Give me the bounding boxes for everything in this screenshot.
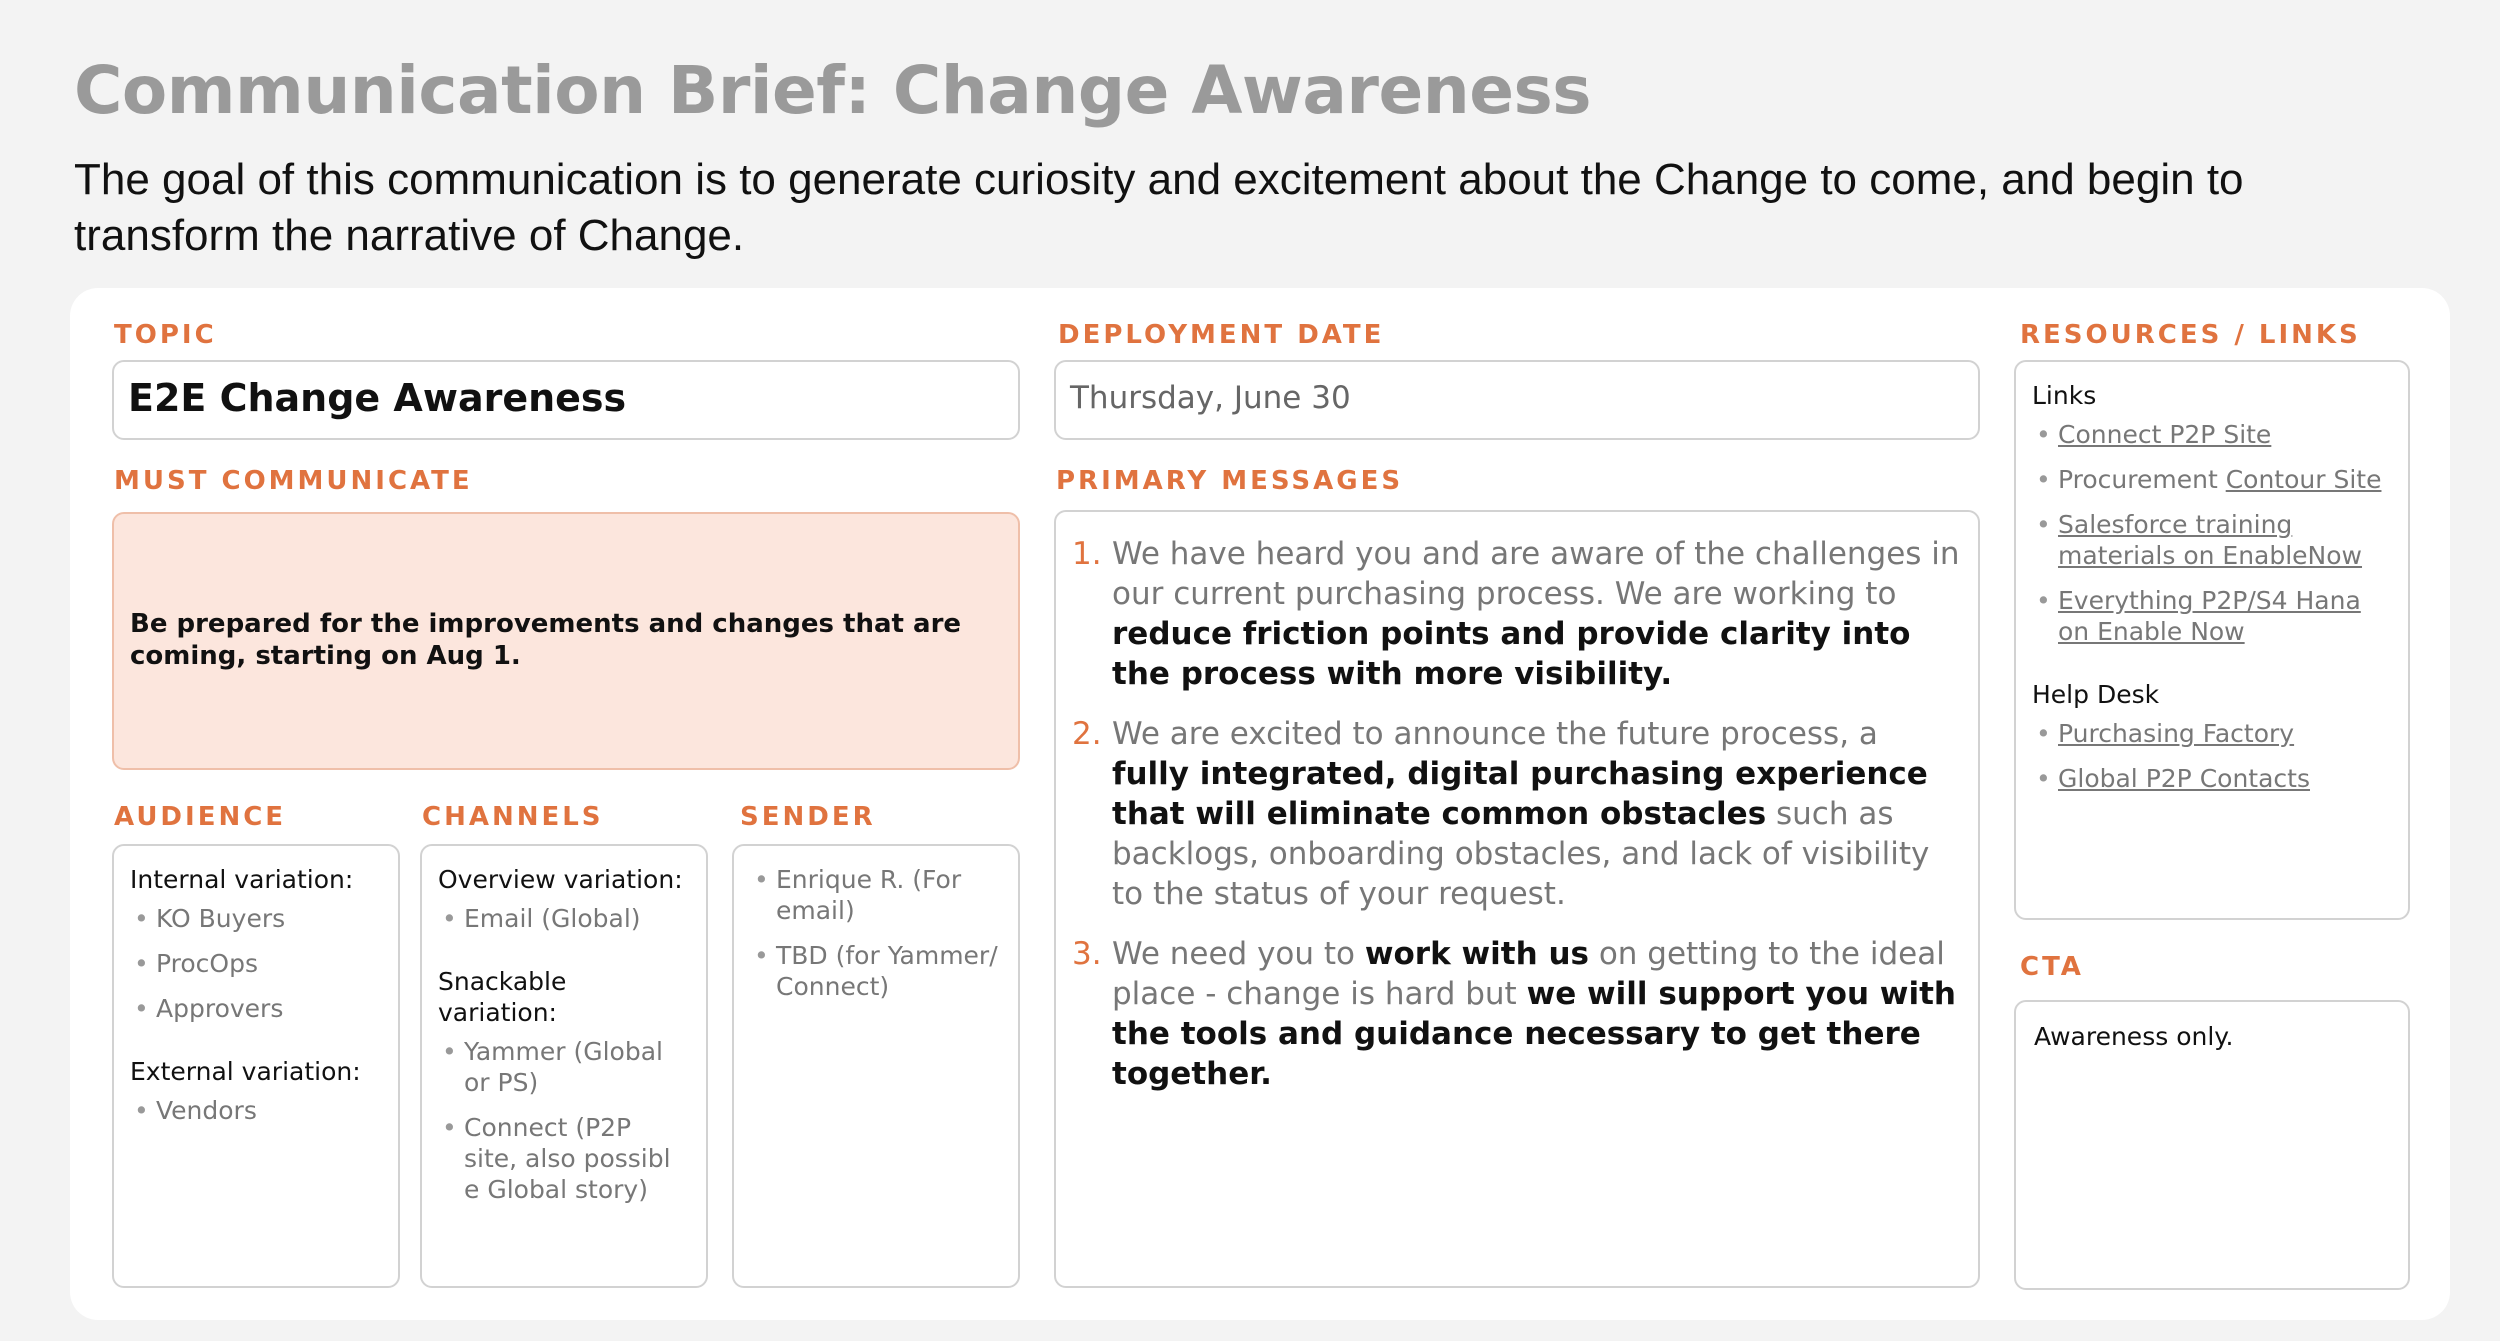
link-procurement-prefix: Procurement — [2058, 465, 2226, 494]
resources-label: RESOURCES / LINKS — [2020, 320, 2361, 350]
link-contour-site[interactable]: Contour Site — [2225, 465, 2382, 494]
message-number: 1. — [1072, 536, 1102, 572]
audience-box — [112, 844, 400, 1288]
topic-label: TOPIC — [114, 320, 217, 350]
audience-item: • KO Buyers — [130, 903, 382, 934]
sender-label: SENDER — [740, 802, 876, 832]
link-everything-p2p[interactable]: • Everything P2P/S4 Hana on Enable Now — [2032, 585, 2392, 647]
overview-variation-heading: Overview variation: — [438, 865, 683, 894]
message-emphasis: reduce friction points and provide clarity into the process with more visibility. — [1112, 616, 1911, 692]
internal-variation-heading: Internal variation: — [130, 865, 354, 894]
deployment-date-field[interactable] — [1054, 360, 1980, 440]
primary-message-1 — [1072, 534, 1962, 694]
message-text: We are excited to announce the future process, a — [1112, 716, 1878, 752]
topic-value: E2E Change Awareness — [128, 376, 627, 420]
sender-item: • Enrique R. (For email) — [750, 864, 1002, 926]
must-communicate-box — [112, 512, 1020, 770]
link-procurement-contour[interactable] — [2032, 464, 2392, 495]
cta-text: Awareness only. — [2034, 1022, 2234, 1051]
link-global-p2p-contacts[interactable]: • Global P2P Contacts — [2032, 763, 2392, 794]
cta-label: CTA — [2020, 952, 2084, 982]
channels-label: CHANNELS — [422, 802, 604, 832]
primary-message-3 — [1072, 934, 1962, 1094]
must-communicate-label: MUST COMMUNICATE — [114, 466, 473, 496]
message-text: on getting to the ideal place - change is hard but — [1112, 936, 1945, 1012]
sender-box — [732, 844, 1020, 1288]
channel-item: • Email (Global) — [438, 903, 690, 934]
message-number: 2. — [1072, 716, 1102, 752]
primary-messages-box — [1054, 510, 1980, 1288]
audience-label: AUDIENCE — [114, 802, 287, 832]
link-purchasing-factory[interactable]: • Purchasing Factory — [2032, 718, 2392, 749]
sender-item: • TBD (for Yammer/ Connect) — [750, 940, 1002, 1002]
audience-item: • Approvers — [130, 993, 382, 1024]
primary-messages-label: PRIMARY MESSAGES — [1056, 466, 1404, 496]
primary-message-2 — [1072, 714, 1962, 914]
deployment-date-label: DEPLOYMENT DATE — [1058, 320, 1385, 350]
link-connect-p2p-site[interactable]: • Connect P2P Site — [2032, 419, 2392, 450]
cta-box — [2014, 1000, 2410, 1290]
snackable-variation-heading: Snackable variation: — [438, 967, 567, 1027]
channel-item: • Connect (P2P site, also possibl e Global story) — [438, 1112, 690, 1205]
message-emphasis: work with us — [1364, 936, 1589, 972]
deployment-date-value: Thursday, June 30 — [1070, 380, 1351, 416]
intro-text: The goal of this communication is to generate curiosity and excitement about the Change to come, and begin to transform the narrative of Change. — [74, 155, 2244, 260]
message-emphasis: we will support you with the tools and guidance necessary to get there together. — [1112, 976, 1956, 1092]
message-text: such as backlogs, onboarding obstacles, and lack of visibility to the status of your request. — [1112, 796, 1930, 912]
message-text: We have heard you and are aware of the challenges in our current purchasing process. We are working to — [1112, 536, 1960, 612]
external-variation-heading: External variation: — [130, 1057, 361, 1086]
channels-box — [420, 844, 708, 1288]
topic-field[interactable] — [112, 360, 1020, 440]
page-title: Communication Brief: Change Awareness — [74, 52, 1592, 129]
audience-item: • Vendors — [130, 1095, 382, 1126]
must-communicate-text: Be prepared for the improvements and changes that are coming, starting on Aug 1. — [130, 609, 962, 671]
brief-card — [70, 288, 2450, 1320]
audience-item: • ProcOps — [130, 948, 382, 979]
channel-item: • Yammer (Global or PS) — [438, 1036, 690, 1098]
help-desk-heading: Help Desk — [2032, 680, 2160, 709]
message-text: We need you to — [1112, 936, 1365, 972]
link-salesforce-training[interactable]: • Salesforce training materials on EnableNow — [2032, 509, 2392, 571]
message-emphasis: fully integrated, digital purchasing experience that will eliminate common obstacles — [1112, 756, 1928, 832]
resources-box — [2014, 360, 2410, 920]
links-heading: Links — [2032, 381, 2097, 410]
message-number: 3. — [1072, 936, 1102, 972]
